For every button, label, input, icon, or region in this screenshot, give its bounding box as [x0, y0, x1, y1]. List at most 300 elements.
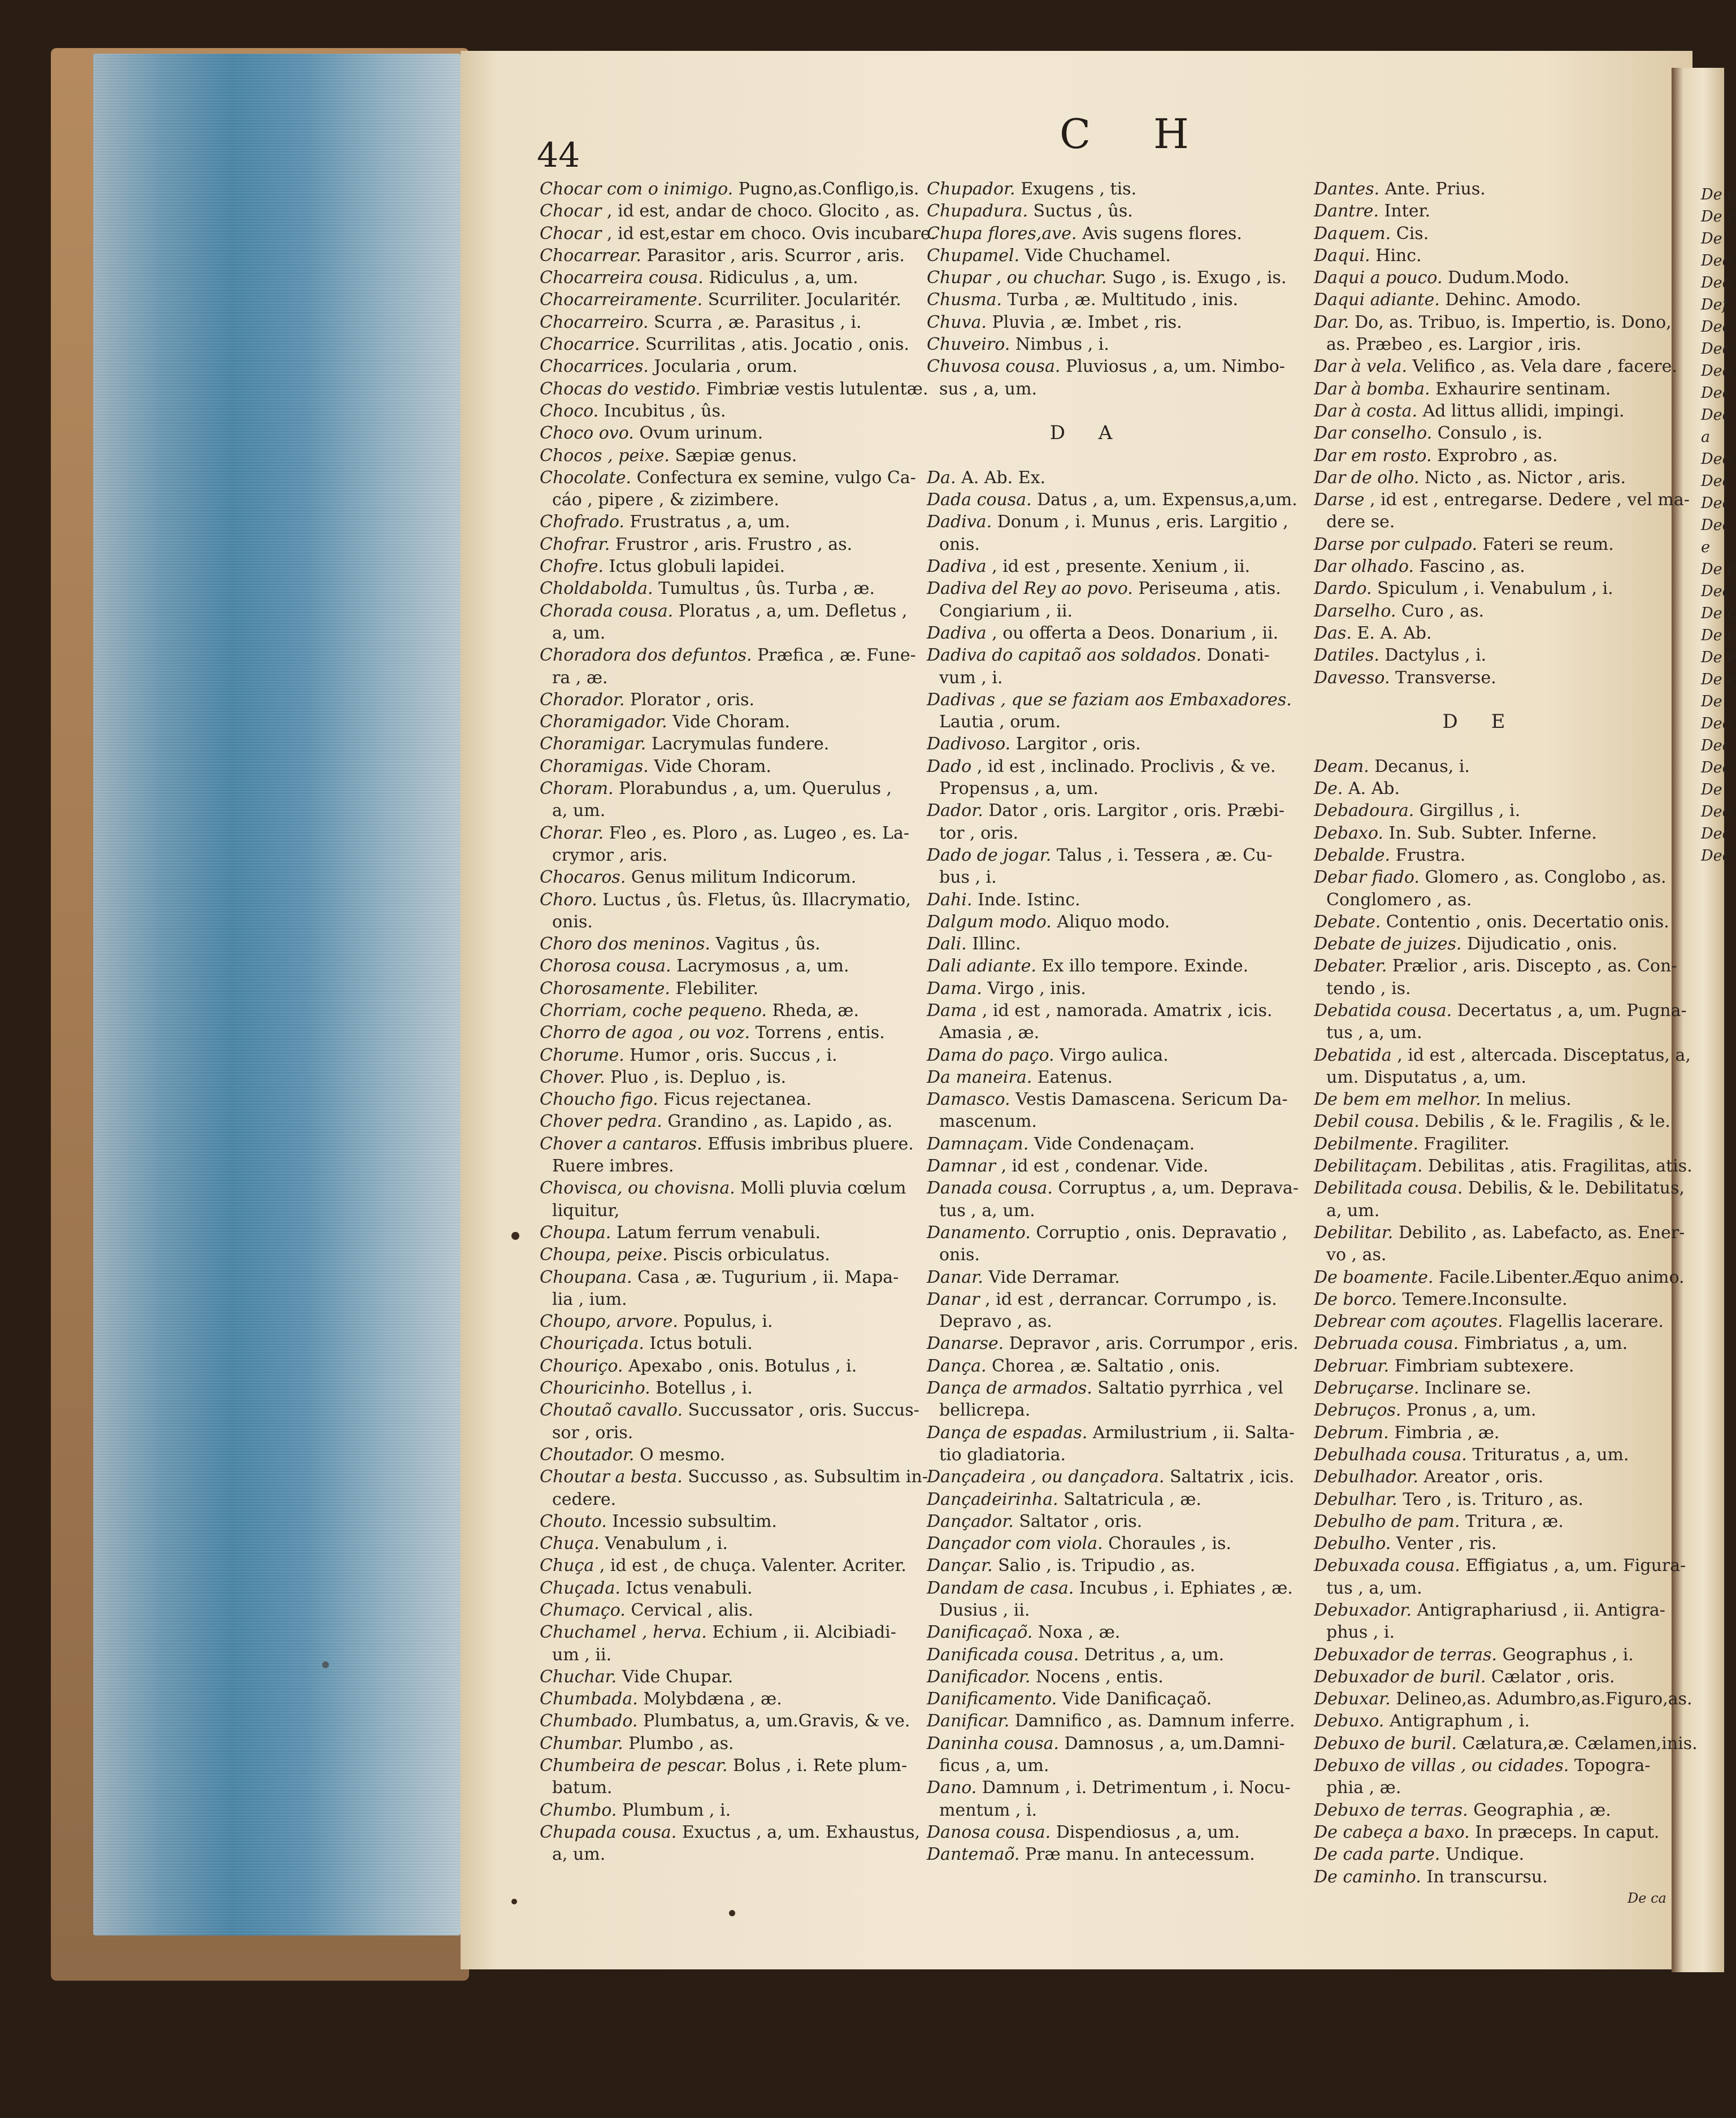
definition: Saltator , oris.: [1019, 1511, 1143, 1531]
headword: Dama do paço.: [927, 1045, 1054, 1065]
dictionary-entry: [540, 778, 936, 800]
headword: Chupamel.: [927, 245, 1020, 266]
definition: Ex illo tempore. Exinde.: [1041, 956, 1249, 976]
headword: Chumbar.: [540, 1733, 623, 1754]
definition: Cervical , alis.: [631, 1600, 753, 1620]
dictionary-entry: [927, 644, 1299, 666]
headword: Daqui.: [1314, 245, 1370, 266]
dictionary-entry: [927, 1710, 1299, 1732]
definition: Damnosus , a, um.Damni-: [1064, 1733, 1285, 1754]
headword: Chouriço.: [540, 1356, 623, 1376]
definition: Aliquo modo.: [1057, 912, 1170, 932]
headword: Choramigador.: [540, 712, 667, 732]
definition: In. Sub. Subter. Inferne.: [1388, 823, 1597, 843]
dictionary-column-1: [540, 178, 936, 1866]
dictionary-entry: [1314, 1644, 1698, 1666]
headword: Chovisca, ou chovisna.: [540, 1178, 735, 1199]
definition: Tritura , æ.: [1465, 1511, 1564, 1531]
definition: Effigiatus , a, um. Figura-: [1465, 1556, 1686, 1576]
headword: Dadiva: [927, 623, 987, 643]
headword: Choutar a besta.: [540, 1467, 683, 1487]
definition: Vide Chupar.: [622, 1666, 734, 1687]
headword: Chocar com o inimigo.: [540, 179, 734, 199]
headword: Debilitada cousa.: [1314, 1178, 1463, 1199]
dictionary-entry: [927, 289, 1299, 311]
headword: Debilitaçam.: [1314, 1156, 1423, 1177]
dictionary-entry: [927, 1333, 1299, 1355]
definition: Noxa , æ.: [1038, 1622, 1121, 1643]
definition: Debilitas , atis. Fragilitas, atis.: [1427, 1156, 1692, 1177]
headword: Chocarrice.: [540, 335, 640, 355]
headword: Chorriam, coche pequeno.: [540, 1000, 767, 1021]
dictionary-entry: [927, 223, 1299, 245]
headword: Dançadeirinha.: [927, 1489, 1058, 1509]
headword: Choco ovo.: [540, 423, 634, 444]
headword: Debil cousa.: [1314, 1112, 1420, 1132]
headword: Debilmente.: [1314, 1134, 1419, 1154]
dictionary-entry: [540, 533, 936, 555]
headword: Debruços.: [1314, 1400, 1401, 1421]
headword: Debalde.: [1314, 845, 1390, 865]
definition: Botellus , i.: [656, 1378, 753, 1399]
definition: Decertatus , a, um. Pugna-: [1457, 1000, 1687, 1021]
headword: Chupador.: [927, 179, 1015, 199]
definition: Torrens , entis.: [755, 1023, 885, 1043]
headword: Debaxo.: [1314, 823, 1383, 843]
headword: Dança de armados.: [927, 1378, 1092, 1399]
headword: Dador.: [927, 801, 983, 821]
definition: dere se.: [1326, 512, 1395, 532]
definition: liquitur,: [552, 1200, 620, 1221]
dictionary-entry: [1314, 844, 1698, 866]
dictionary-entry: [927, 1288, 1299, 1310]
definition: Undique.: [1445, 1844, 1525, 1865]
definition: Largitor , oris.: [1015, 734, 1141, 754]
dictionary-entry: [927, 178, 1299, 200]
definition: Chorea , æ. Saltatio , onis.: [992, 1356, 1221, 1376]
headword: Choupa.: [540, 1222, 611, 1243]
definition: A. Ab. Ex.: [961, 467, 1046, 488]
definition: Temere.Inconsulte.: [1402, 1289, 1568, 1309]
headword: Dandam de casa.: [927, 1578, 1074, 1598]
definition: um. Disputatus , a, um.: [1326, 1067, 1526, 1087]
definition: Bolus , i. Rete plum-: [733, 1756, 908, 1776]
dictionary-entry: [540, 711, 936, 733]
definition: Corruptio , onis. Depravatio ,: [1036, 1222, 1288, 1243]
headword: Dançador com viola.: [927, 1534, 1103, 1554]
dictionary-entry: [540, 1755, 936, 1777]
headword: Chocar: [540, 201, 602, 222]
entry-continuation: [1314, 333, 1698, 355]
entry-continuation: [927, 1599, 1299, 1621]
definition: Inde. Istinc.: [977, 889, 1080, 910]
headword: Danar.: [927, 1267, 983, 1287]
next-page-fragment: Dec: [1701, 450, 1731, 468]
entry-continuation: [927, 1200, 1299, 1222]
headword: Chuçada.: [540, 1578, 620, 1598]
dictionary-entry: [1314, 1133, 1698, 1155]
headword: Chocarreiro.: [540, 312, 649, 332]
dictionary-entry: [540, 311, 936, 333]
entry-continuation: [927, 1399, 1299, 1421]
entry-continuation: [927, 711, 1299, 733]
dictionary-entry: [540, 467, 936, 489]
dictionary-entry: [540, 400, 936, 422]
dictionary-entry: [540, 289, 936, 311]
next-page-fragment: De c: [1701, 186, 1736, 203]
definition: Cis.: [1396, 223, 1429, 244]
definition: , id est , inclinado. Proclivis , & ve.: [976, 756, 1276, 776]
dictionary-entry: [1314, 422, 1698, 444]
definition: Pronus , a, um.: [1407, 1400, 1537, 1421]
headword: Debuxador de terras.: [1314, 1644, 1498, 1665]
headword: Dança de espadas.: [927, 1422, 1088, 1443]
dictionary-entry: [540, 267, 936, 289]
dictionary-entry: [1314, 355, 1698, 377]
definition: Effusis imbribus pluere.: [708, 1134, 914, 1154]
dictionary-entry: [1314, 1511, 1698, 1533]
dictionary-entry: [1314, 689, 1698, 711]
headword: Choro dos meninos.: [540, 934, 710, 954]
dictionary-entry: [540, 1577, 936, 1599]
dictionary-entry: [540, 978, 936, 1000]
dictionary-entry: [540, 445, 936, 467]
definition: phia , æ.: [1326, 1778, 1401, 1798]
entry-continuation: [1314, 1066, 1698, 1088]
headword: Darse por culpado.: [1314, 534, 1478, 554]
dictionary-entry: [927, 467, 1299, 489]
dictionary-entry: [927, 1621, 1299, 1643]
headword: Dar olhado.: [1314, 557, 1414, 577]
dictionary-entry: [927, 622, 1299, 644]
definition: Armilustrium , ii. Salta-: [1092, 1422, 1295, 1443]
entry-continuation: [1314, 1022, 1698, 1044]
headword: Debadoura.: [1314, 801, 1414, 821]
dictionary-entry: [1314, 600, 1698, 622]
headword: Debulho de pam.: [1314, 1511, 1460, 1531]
dictionary-entry: [540, 1821, 936, 1843]
dictionary-entry: [1314, 1444, 1698, 1466]
dictionary-entry: [540, 1666, 936, 1688]
dictionary-entry: [1314, 1000, 1698, 1022]
headword: Chupada cousa.: [540, 1822, 677, 1842]
headword: Chupar , ou chuchar.: [927, 268, 1107, 288]
headword: Chupa flores,ave.: [927, 223, 1077, 244]
dictionary-entry: [1314, 1399, 1698, 1421]
dictionary-entry: [540, 889, 936, 911]
headword: Danada cousa.: [927, 1178, 1053, 1199]
definition: Virgo aulica.: [1060, 1045, 1169, 1065]
dictionary-entry: [927, 267, 1299, 289]
definition: Jocularia , orum.: [654, 357, 798, 377]
dictionary-entry: [927, 578, 1299, 600]
definition: Luctus , ûs. Fletus, ûs. Illacrymatio,: [602, 889, 911, 910]
dictionary-entry: [540, 1222, 936, 1244]
dictionary-entry: [927, 1177, 1299, 1199]
definition: , id est , de chuça. Valenter. Acriter.: [599, 1556, 906, 1576]
headword: Dadivoso.: [927, 734, 1011, 754]
dictionary-entry: [1314, 1755, 1698, 1777]
definition: Tero , is. Trituro , as.: [1403, 1489, 1583, 1509]
dictionary-entry: [1314, 1866, 1698, 1888]
dictionary-entry: [927, 1066, 1299, 1088]
definition: Debilis, & le. Debilitatus,: [1468, 1178, 1685, 1199]
headword: Chumbada.: [540, 1689, 638, 1709]
definition: Vide Danificaçaõ.: [1062, 1689, 1212, 1709]
headword: Debuxador de buril.: [1314, 1666, 1486, 1687]
definition: , id est , derrancar. Corrumpo , is.: [985, 1289, 1277, 1309]
headword: Dar.: [1314, 312, 1349, 332]
definition: Vide Condenaçam.: [1034, 1134, 1195, 1154]
dictionary-entry: [927, 756, 1299, 778]
definition: Eatenus.: [1037, 1067, 1113, 1087]
dictionary-entry: [1314, 555, 1698, 578]
definition: ficus , a, um.: [939, 1756, 1049, 1776]
dictionary-entry: [927, 1266, 1299, 1288]
dictionary-entry: [927, 1688, 1299, 1710]
dictionary-entry: [1314, 644, 1698, 666]
headword: Chuveiro.: [927, 335, 1010, 355]
definition: Antigraphum , i.: [1389, 1711, 1530, 1731]
headword: Chocarrear.: [540, 245, 641, 266]
dictionary-entry: [540, 378, 936, 400]
definition: , id est , altercada. Disceptatus, a,: [1397, 1045, 1691, 1065]
headword: Chocarreira cousa.: [540, 268, 704, 288]
dictionary-entry: [927, 1533, 1299, 1555]
definition: Piscis orbiculatus.: [673, 1245, 830, 1265]
dictionary-entry: [540, 355, 936, 377]
headword: Damnaçam.: [927, 1134, 1029, 1154]
next-page-fragment: Dec: [1701, 715, 1731, 732]
headword: Debuxador.: [1314, 1600, 1412, 1620]
definition: Vide Derramar.: [988, 1267, 1120, 1287]
headword: Dadiva do capitaõ aos soldados.: [927, 645, 1202, 666]
definition: Exprobro , as.: [1437, 445, 1558, 466]
definition: , id est , condenar. Vide.: [1001, 1156, 1209, 1177]
definition: , ou offerta a Deos. Donarium , ii.: [992, 623, 1279, 643]
dictionary-entry: [1314, 400, 1698, 422]
headword: Chocos , peixe.: [540, 445, 670, 466]
definition: Humor , oris. Succus , i.: [630, 1045, 837, 1065]
entry-continuation: [540, 1200, 936, 1222]
wormhole: [511, 1899, 517, 1904]
definition: Choraules , is.: [1108, 1534, 1231, 1554]
headword: Chouto.: [540, 1511, 607, 1531]
definition: Venter , ris.: [1396, 1534, 1497, 1554]
dictionary-entry: [540, 1466, 936, 1488]
headword: Debruar.: [1314, 1356, 1390, 1376]
definition: phus , i.: [1326, 1622, 1395, 1643]
wormhole: [511, 1232, 519, 1240]
definition: Turba , æ. Multitudo , inis.: [1007, 290, 1239, 310]
definition: Avis sugens flores.: [1082, 223, 1242, 244]
dictionary-entry: [1314, 622, 1698, 644]
next-page-fragment: Dec: [1701, 384, 1731, 402]
entry-continuation: [540, 1777, 936, 1799]
definition: Congiarium , ii.: [939, 601, 1073, 621]
dictionary-entry: [540, 1022, 936, 1044]
headword: Chuça: [540, 1556, 594, 1576]
dictionary-entry: [927, 245, 1299, 267]
headword: Dar em rosto.: [1314, 445, 1432, 466]
entry-continuation: [927, 1110, 1299, 1132]
dictionary-entry: [1314, 1666, 1698, 1688]
headword: Danar: [927, 1289, 980, 1309]
dictionary-entry: [540, 1133, 936, 1155]
definition: Cælator , oris.: [1491, 1666, 1615, 1687]
entry-continuation: [1314, 1777, 1698, 1799]
headword: Chuça.: [540, 1534, 600, 1554]
dictionary-entry: [1314, 1222, 1698, 1244]
dictionary-entry: [927, 733, 1299, 755]
definition: In transcursu.: [1426, 1867, 1548, 1887]
next-page-fragment: Dec: [1701, 517, 1731, 534]
headword: Damnar: [927, 1156, 996, 1177]
dictionary-entry: [1314, 1843, 1698, 1865]
definition: Molybdæna , æ.: [643, 1689, 782, 1709]
headword: Dançar.: [927, 1556, 993, 1576]
definition: Ficus rejectanea.: [663, 1090, 812, 1110]
definition: Apexabo , onis. Botulus , i.: [628, 1356, 857, 1376]
next-page-fragment: Dec: [1701, 406, 1731, 424]
dictionary-entry: [927, 1555, 1299, 1577]
definition: Succussator , oris. Succus-: [688, 1400, 919, 1421]
headword: Choucho figo.: [540, 1090, 658, 1110]
dictionary-entry: [927, 1821, 1299, 1843]
definition: Pluviosus , a, um. Nimbo-: [1065, 357, 1285, 377]
headword: Debate.: [1314, 912, 1381, 932]
next-page-fragment: Dec: [1701, 759, 1731, 776]
next-page-fragment: e: [1701, 539, 1710, 556]
headword: Dar à vela.: [1314, 357, 1407, 377]
definition: tio gladiatoria.: [939, 1444, 1066, 1465]
definition: Debilito , as. Labefacto, as. Ener-: [1398, 1222, 1685, 1243]
headword: Chorar.: [540, 823, 604, 843]
page-number: 44: [537, 136, 580, 175]
dictionary-entry: [1314, 778, 1698, 800]
definition: tus , a, um.: [1326, 1578, 1422, 1598]
headword: Dançadeira , ou dançadora.: [927, 1467, 1165, 1487]
headword: Dado de jogar.: [927, 845, 1052, 865]
entry-continuation: [1314, 1200, 1698, 1222]
definition: Plumbatus, a, um.Gravis, & ve.: [643, 1711, 910, 1731]
definition: Dehinc. Amodo.: [1445, 290, 1581, 310]
headword: Debuxar.: [1314, 1689, 1391, 1709]
dictionary-entry: [1314, 289, 1698, 311]
definition: Damnum , i. Detrimentum , i. Nocu-: [982, 1778, 1291, 1798]
headword: Choutador.: [540, 1444, 635, 1465]
dictionary-entry: [1314, 267, 1698, 289]
dictionary-entry: [1314, 200, 1698, 222]
definition: Areator , oris.: [1423, 1467, 1544, 1487]
next-page-fragment: De c: [1701, 208, 1736, 225]
entry-continuation: [1314, 1577, 1698, 1599]
dictionary-entry: [927, 1222, 1299, 1244]
headword: Chuva.: [927, 312, 987, 332]
definition: onis.: [939, 1245, 980, 1265]
next-page-fragment: a: [1701, 428, 1711, 446]
next-page-fragment: De: [1701, 230, 1722, 248]
definition: sus , a, um.: [939, 379, 1037, 399]
dictionary-entry: [540, 200, 936, 222]
dictionary-entry: [927, 400, 1299, 422]
dictionary-entry: [927, 333, 1299, 355]
definition: onis.: [552, 912, 593, 932]
headword: Chuvosa cousa.: [927, 357, 1061, 377]
definition: mascenum.: [939, 1112, 1037, 1132]
dictionary-entry: [927, 511, 1299, 533]
definition: Donati-: [1206, 645, 1270, 666]
dictionary-entry: [540, 1377, 936, 1399]
headword: Dadiva del Rey ao povo.: [927, 579, 1133, 599]
headword: Debate de juizes.: [1314, 934, 1462, 954]
definition: batum.: [552, 1778, 613, 1798]
dictionary-entry: [1314, 1310, 1698, 1333]
headword: Dalgum modo.: [927, 912, 1052, 932]
entry-continuation: [927, 1444, 1299, 1466]
definition: Ovum urinum.: [639, 423, 763, 444]
headword: Dadiva.: [927, 512, 992, 532]
definition: Velifico , as. Vela dare , facere.: [1412, 357, 1677, 377]
definition: Topogra-: [1574, 1756, 1651, 1776]
headword: Chocaros.: [540, 867, 626, 888]
dictionary-entry: [1314, 866, 1698, 888]
dictionary-entry: [927, 933, 1299, 955]
dictionary-entry: [540, 933, 936, 955]
definition: Casa , æ. Tugurium , ii. Mapa-: [637, 1267, 899, 1287]
dictionary-entry: [540, 1799, 936, 1821]
headword: Chocarreiramente.: [540, 290, 703, 310]
dictionary-entry: [927, 445, 1299, 467]
dictionary-entry: [927, 1422, 1299, 1444]
entry-continuation: [540, 800, 936, 822]
dictionary-entry: [1314, 178, 1698, 200]
entry-continuation: [540, 1644, 936, 1666]
entry-continuation: [927, 1310, 1299, 1333]
definition: , id est , namorada. Amatrix , icis.: [982, 1000, 1273, 1021]
headword: Dadiva: [927, 557, 987, 577]
headword: Dar conselho.: [1314, 423, 1433, 444]
entry-continuation: [540, 1288, 936, 1310]
definition: Lautia , orum.: [939, 712, 1061, 732]
catchword: De ca: [1628, 1890, 1666, 1906]
dictionary-entry: [1314, 1533, 1698, 1555]
definition: ra , æ.: [552, 667, 608, 688]
dictionary-entry: [1314, 800, 1698, 822]
headword: Deam.: [1314, 756, 1369, 776]
next-page-fragment: Dec: [1701, 274, 1731, 292]
headword: Chorro de agoa , ou voz.: [540, 1023, 750, 1043]
definition: Damnifico , as. Damnum inferre.: [1014, 1711, 1295, 1731]
dictionary-entry: [540, 178, 936, 200]
headword: Danificaçaõ.: [927, 1622, 1033, 1643]
dictionary-entry: [1314, 1088, 1698, 1110]
headword: Chocar: [540, 223, 602, 244]
entry-continuation: [927, 533, 1299, 555]
next-page-fragment: Dec: [1701, 318, 1731, 336]
definition: Vagitus , ûs.: [715, 934, 821, 954]
dictionary-entry: [540, 955, 936, 977]
definition: Vide Chuchamel.: [1025, 245, 1171, 266]
dictionary-entry: [540, 866, 936, 888]
definition: Frustratus , a, um.: [630, 512, 791, 532]
definition: Ridiculus , a, um.: [709, 268, 858, 288]
section-heading: D E: [1442, 710, 1519, 734]
dictionary-entry: [1314, 1044, 1698, 1066]
definition: E. A. Ab.: [1357, 623, 1432, 643]
next-page-fragment: Dec: [1701, 252, 1731, 270]
wormhole: [729, 1910, 735, 1916]
